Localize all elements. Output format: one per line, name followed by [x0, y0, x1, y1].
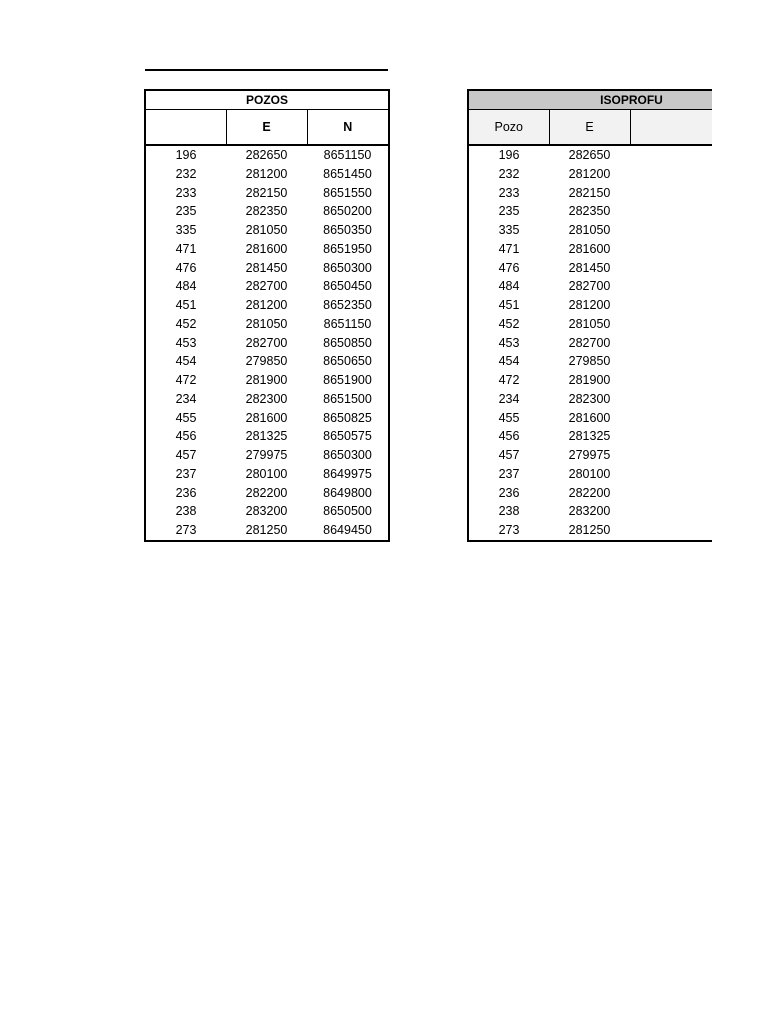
pozos-cell: 282150 [245, 185, 288, 200]
iso-row [468, 145, 712, 165]
iso-cell [630, 352, 712, 371]
iso-cell: 281600 [568, 241, 611, 256]
pozos-title: POZOS [145, 90, 389, 110]
pozos-row [145, 465, 389, 484]
pozos-cell: 279975 [245, 448, 288, 462]
pozos-cell: 484 [175, 279, 197, 294]
pozos-header-n: N [307, 110, 389, 146]
iso-cell: 232 [498, 166, 520, 181]
iso-cell [630, 202, 712, 221]
top-rule [145, 69, 388, 71]
isoprofundidad-table [467, 89, 712, 542]
pozos-cell: 454 [175, 354, 197, 369]
pozos-cell: 452 [175, 316, 197, 331]
pozos-cell: 8651950 [323, 241, 372, 256]
pozos-cell: 8651450 [323, 166, 372, 181]
pozos-cell: 281050 [245, 316, 288, 331]
iso-row [468, 371, 712, 390]
iso-cell [630, 221, 712, 240]
pozos-cell: 8650300 [323, 448, 372, 462]
iso-cell [630, 259, 712, 278]
iso-cell: 282350 [568, 204, 611, 219]
pozos-header-e: E [226, 110, 307, 146]
pozos-row [145, 352, 389, 371]
iso-row [468, 484, 712, 503]
iso-cell: 282150 [568, 185, 611, 200]
pozos-cell: 8652350 [323, 298, 372, 312]
pozos-cell: 281600 [245, 241, 288, 256]
iso-row [468, 277, 712, 296]
pozos-cell: 237 [175, 466, 197, 481]
pozos-row [145, 315, 389, 334]
iso-cell: 237 [498, 466, 520, 481]
iso-cell [630, 390, 712, 409]
pozos-row [145, 409, 389, 428]
pozos-cell: 282300 [245, 391, 288, 406]
isoprofundidad-body [468, 145, 712, 541]
iso-cell: 476 [498, 260, 520, 275]
pozos-cell: 281250 [245, 523, 288, 537]
pozos-cell: 456 [175, 429, 197, 444]
iso-cell: 281450 [568, 260, 611, 275]
isoprofundidad-title-text: ISOPROFU [600, 93, 663, 107]
iso-cell [630, 296, 712, 315]
iso-row [468, 240, 712, 259]
iso-cell [630, 446, 712, 465]
iso-header-pozo: Pozo [468, 110, 549, 146]
iso-cell: 234 [498, 391, 520, 406]
pozos-row [145, 371, 389, 390]
pozos-cell: 8650825 [323, 410, 372, 425]
pozos-cell: 335 [175, 223, 197, 237]
pozos-row [145, 484, 389, 503]
iso-cell [630, 502, 712, 521]
pozos-cell: 283200 [245, 504, 288, 519]
iso-cell [630, 521, 712, 541]
iso-row [468, 521, 712, 541]
iso-cell [630, 484, 712, 503]
iso-cell: 281325 [568, 429, 611, 444]
pozos-cell: 453 [175, 335, 197, 350]
iso-cell: 280100 [568, 466, 611, 481]
iso-cell: 451 [498, 298, 520, 312]
pozos-cell: 282650 [245, 148, 288, 162]
pozos-cell: 8650850 [323, 335, 372, 350]
iso-cell: 282700 [568, 335, 611, 350]
pozos-cell: 8650575 [323, 429, 372, 444]
pozos-row [145, 221, 389, 240]
pozos-row [145, 184, 389, 203]
iso-cell: 484 [498, 279, 520, 294]
iso-row [468, 296, 712, 315]
iso-cell: 472 [498, 373, 520, 387]
pozos-cell: 8650650 [323, 354, 372, 369]
pozos-cell: 8651550 [323, 185, 372, 200]
pozos-cell: 8649450 [323, 523, 372, 537]
iso-cell: 236 [498, 485, 520, 500]
pozos-header-pozo [145, 110, 226, 146]
pozos-cell: 457 [175, 448, 197, 462]
iso-cell: 281600 [568, 410, 611, 425]
pozos-cell: 281600 [245, 410, 288, 425]
iso-cell [630, 334, 712, 353]
iso-cell: 283200 [568, 504, 611, 519]
iso-row [468, 165, 712, 184]
pozos-row [145, 446, 389, 465]
iso-cell: 273 [498, 523, 520, 537]
iso-row [468, 465, 712, 484]
iso-cell: 279850 [568, 354, 611, 369]
pozos-cell: 8649975 [323, 466, 372, 481]
pozos-table [144, 89, 390, 542]
pozos-row [145, 240, 389, 259]
iso-cell [630, 165, 712, 184]
pozos-row [145, 165, 389, 184]
pozos-row [145, 202, 389, 221]
pozos-cell: 472 [175, 373, 197, 387]
pozos-cell: 279850 [245, 354, 288, 369]
pozos-row [145, 390, 389, 409]
pozos-cell: 235 [175, 204, 197, 219]
iso-header-extra [630, 110, 712, 146]
pozos-cell: 281050 [245, 223, 288, 237]
pozos-cell: 8650200 [323, 204, 372, 219]
iso-row [468, 502, 712, 521]
pozos-cell: 281450 [245, 260, 288, 275]
iso-cell: 456 [498, 429, 520, 444]
pozos-cell: 455 [175, 410, 197, 425]
pozos-row [145, 521, 389, 541]
iso-cell: 455 [498, 410, 520, 425]
iso-cell [630, 145, 712, 165]
iso-cell: 233 [498, 185, 520, 200]
iso-cell [630, 409, 712, 428]
iso-row [468, 409, 712, 428]
isoprofundidad-title [468, 90, 712, 110]
pozos-cell: 8650300 [323, 260, 372, 275]
pozos-cell: 236 [175, 485, 197, 500]
iso-cell: 196 [498, 148, 520, 162]
iso-row [468, 259, 712, 278]
iso-row [468, 352, 712, 371]
pozos-cell: 471 [175, 241, 197, 256]
pozos-cell: 451 [175, 298, 197, 312]
pozos-cell: 281900 [245, 373, 288, 387]
iso-cell: 282300 [568, 391, 611, 406]
pozos-cell: 8651500 [323, 391, 372, 406]
pozos-body [145, 145, 389, 541]
pozos-row [145, 334, 389, 353]
pozos-cell: 8651150 [323, 316, 372, 331]
pozos-cell: 234 [175, 391, 197, 406]
iso-cell: 281050 [568, 316, 611, 331]
iso-row [468, 184, 712, 203]
pozos-cell: 281200 [245, 298, 288, 312]
iso-cell: 282700 [568, 279, 611, 294]
iso-row [468, 427, 712, 446]
pozos-cell: 8651150 [323, 148, 372, 162]
iso-cell [630, 184, 712, 203]
iso-row [468, 221, 712, 240]
iso-row [468, 334, 712, 353]
pozos-cell: 8651900 [323, 373, 372, 387]
pozos-cell: 273 [175, 523, 197, 537]
pozos-row [145, 145, 389, 165]
iso-cell: 281900 [568, 373, 611, 387]
iso-cell: 453 [498, 335, 520, 350]
pozos-row [145, 427, 389, 446]
pozos-cell: 8650450 [323, 279, 372, 294]
pozos-cell: 282700 [245, 279, 288, 294]
iso-cell: 282200 [568, 485, 611, 500]
iso-cell: 235 [498, 204, 520, 219]
iso-cell [630, 277, 712, 296]
iso-cell [630, 371, 712, 390]
iso-cell: 457 [498, 448, 520, 462]
iso-cell [630, 240, 712, 259]
pozos-cell: 282200 [245, 485, 288, 500]
pozos-cell: 8649800 [323, 485, 372, 500]
iso-cell: 281200 [568, 166, 611, 181]
pozos-cell: 281325 [245, 429, 288, 444]
iso-cell: 279975 [568, 448, 611, 462]
pozos-row [145, 259, 389, 278]
pozos-cell: 476 [175, 260, 197, 275]
iso-cell: 281250 [568, 523, 611, 537]
iso-cell [630, 465, 712, 484]
pozos-cell: 238 [175, 504, 197, 519]
pozos-row [145, 277, 389, 296]
pozos-cell: 282700 [245, 335, 288, 350]
iso-cell: 454 [498, 354, 520, 369]
pozos-cell: 196 [175, 148, 197, 162]
pozos-cell: 8650350 [323, 223, 372, 237]
pozos-cell: 281200 [245, 166, 288, 181]
iso-row [468, 390, 712, 409]
iso-row [468, 446, 712, 465]
iso-cell [630, 427, 712, 446]
pozos-cell: 282350 [245, 204, 288, 219]
iso-row [468, 315, 712, 334]
iso-cell: 335 [498, 223, 520, 237]
iso-cell: 282650 [568, 148, 611, 162]
isoprofundidad-table-viewport [467, 89, 663, 544]
iso-header-e: E [549, 110, 630, 146]
pozos-cell: 233 [175, 185, 197, 200]
iso-cell: 281050 [568, 223, 611, 237]
iso-cell: 281200 [568, 298, 611, 312]
pozos-cell: 280100 [245, 466, 288, 481]
iso-cell: 452 [498, 316, 520, 331]
pozos-row [145, 502, 389, 521]
iso-row [468, 202, 712, 221]
pozos-cell: 232 [175, 166, 197, 181]
pozos-row [145, 296, 389, 315]
iso-cell: 238 [498, 504, 520, 519]
iso-cell [630, 315, 712, 334]
pozos-cell: 8650500 [323, 504, 372, 519]
iso-cell: 471 [498, 241, 520, 256]
